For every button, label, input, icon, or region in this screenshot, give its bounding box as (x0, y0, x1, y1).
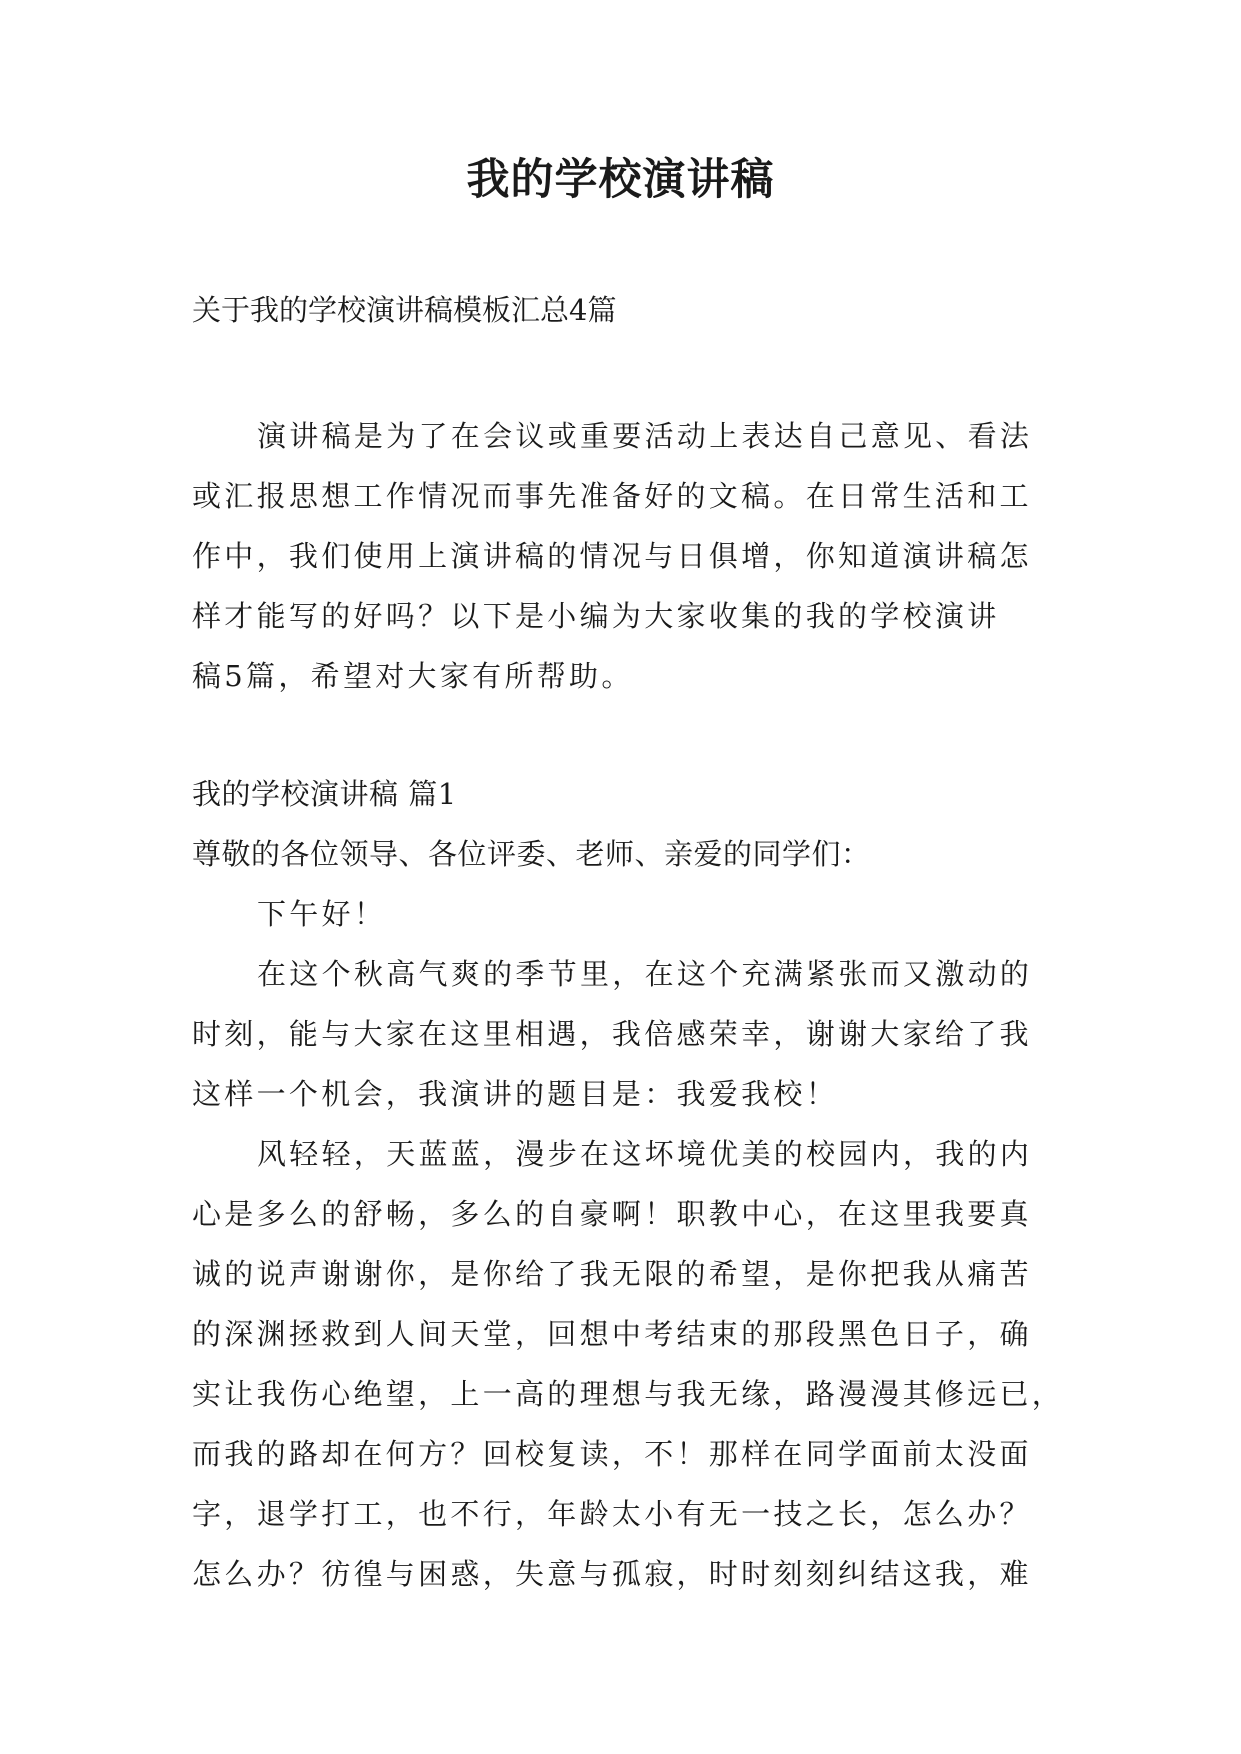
text-line: 风轻轻，天蓝蓝，漫步在这坏境优美的校园内，我的内 (257, 1137, 1033, 1171)
document-subtitle: 关于我的学校演讲稿模板汇总4篇 (192, 293, 617, 327)
text-line: 这样一个机会，我演讲的题目是：我爱我校！ (192, 1077, 839, 1111)
text-line: 而我的路却在何方？回校复读，不！那样在同学面前太没面 (192, 1437, 1032, 1471)
text-line: 怎么办？彷徨与困惑，失意与孤寂，时时刻刻纠结这我，难 (192, 1557, 1032, 1591)
text-line: 稿5篇，希望对大家有所帮助。 (192, 659, 634, 693)
text-line: 样才能写的好吗？以下是小编为大家收集的我的学校演讲 (192, 599, 1000, 633)
document-title: 我的学校演讲稿 (466, 155, 775, 205)
text-line: 时刻，能与大家在这里相遇，我倍感荣幸，谢谢大家给了我 (192, 1017, 1032, 1051)
text-line: 作中，我们使用上演讲稿的情况与日俱增，你知道演讲稿怎 (192, 539, 1032, 573)
text-line: 或汇报思想工作情况而事先准备好的文稿。在日常生活和工 (192, 479, 1032, 513)
text-line: 实让我伤心绝望，上一高的理想与我无缘，路漫漫其修远已， (192, 1377, 1065, 1411)
text-line: 的深渊拯救到人间天堂，回想中考结束的那段黑色日子，确 (192, 1317, 1032, 1351)
section-heading: 我的学校演讲稿 篇1 (192, 777, 457, 811)
salutation: 尊敬的各位领导、各位评委、老师、亲爱的同学们： (192, 837, 871, 871)
text-line: 字，退学打工，也不行，年龄太小有无一技之长，怎么办？ (192, 1497, 1032, 1531)
text-line: 诚的说声谢谢你，是你给了我无限的希望，是你把我从痛苦 (192, 1257, 1032, 1291)
text-line: 心是多么的舒畅，多么的自豪啊！职教中心，在这里我要真 (192, 1197, 1032, 1231)
text-line: 演讲稿是为了在会议或重要活动上表达自己意见、看法 (257, 419, 1033, 453)
speech-body (192, 764, 1065, 1604)
greeting: 下午好！ (257, 897, 387, 931)
paragraph-1 (192, 944, 1052, 1124)
intro-paragraph (192, 406, 1052, 706)
paragraph-2 (192, 1124, 1065, 1604)
text-line: 在这个秋高气爽的季节里，在这个充满紧张而又激动的 (257, 957, 1033, 991)
